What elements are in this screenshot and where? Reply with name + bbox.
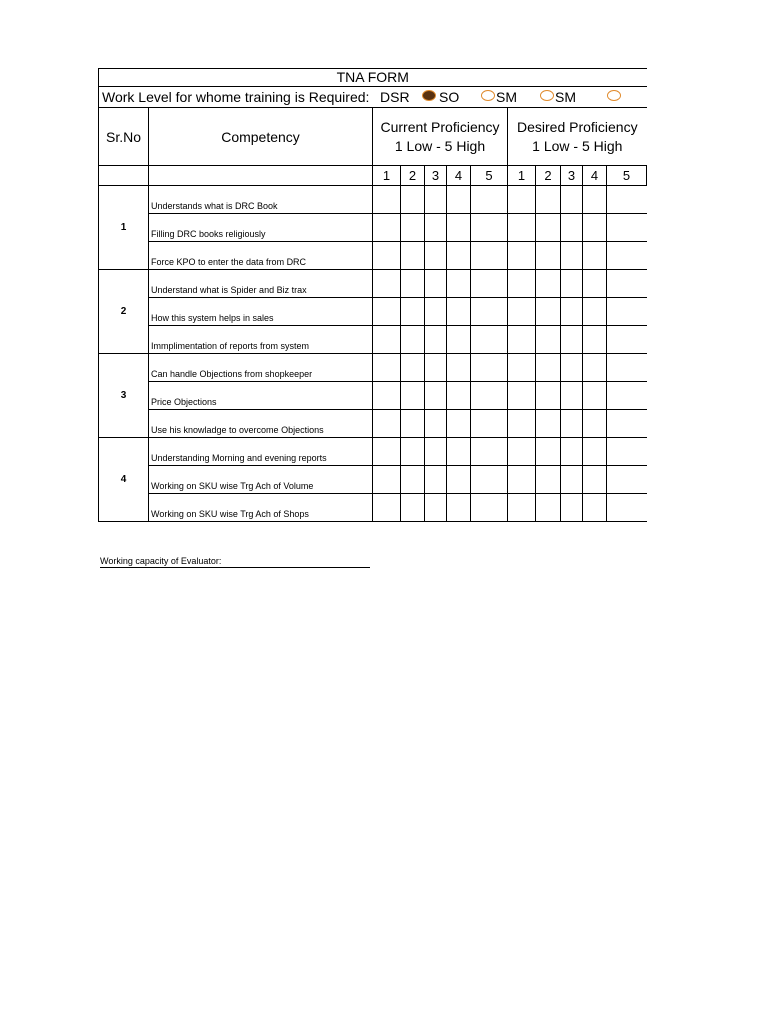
current-rating-cell-3[interactable] — [425, 270, 447, 298]
current-rating-cell-1[interactable] — [373, 438, 401, 466]
table-row — [99, 466, 647, 494]
current-rating-cell-4[interactable] — [447, 270, 471, 298]
current-rating-cell-4[interactable] — [447, 494, 471, 522]
current-rating-cell-5[interactable] — [471, 242, 508, 270]
desired-rating-cell-4[interactable] — [583, 242, 607, 270]
current-rating-cell-1[interactable] — [373, 410, 401, 438]
current-rating-cell-4[interactable] — [447, 242, 471, 270]
competency-cell: Use his knowladge to overcome Objections — [149, 410, 373, 438]
desired-rating-cell-1[interactable] — [508, 410, 536, 438]
desired-rating-cell-1[interactable] — [508, 298, 536, 326]
current-rating-cell-5[interactable] — [471, 298, 508, 326]
current-rating-cell-1[interactable] — [373, 326, 401, 354]
current-rating-cell-2[interactable] — [401, 270, 425, 298]
table-row — [99, 354, 647, 382]
table-row — [99, 410, 647, 438]
current-rating-cell-3[interactable] — [425, 186, 447, 214]
current-proficiency-scale: 1 Low - 5 High — [394, 137, 486, 154]
evaluator-label: Working capacity of Evaluator: — [100, 556, 370, 568]
desired-rating-cell-3[interactable] — [561, 494, 583, 522]
desired-scale-3: 3 — [561, 166, 583, 186]
desired-rating-cell-5[interactable] — [607, 326, 647, 354]
desired-rating-cell-3[interactable] — [561, 242, 583, 270]
desired-rating-cell-1[interactable] — [508, 214, 536, 242]
current-rating-cell-1[interactable] — [373, 466, 401, 494]
current-scale-5: 5 — [471, 166, 508, 186]
current-rating-cell-2[interactable] — [401, 298, 425, 326]
header-current-proficiency — [373, 108, 508, 166]
desired-scale-4: 4 — [583, 166, 607, 186]
current-rating-cell-5[interactable] — [471, 214, 508, 242]
desired-rating-cell-2[interactable] — [536, 494, 561, 522]
desired-proficiency-scale: 1 Low - 5 High — [532, 137, 623, 154]
desired-rating-cell-2[interactable] — [536, 326, 561, 354]
current-rating-cell-4[interactable] — [447, 438, 471, 466]
current-scale-3: 3 — [425, 166, 447, 186]
current-scale-1: 1 — [373, 166, 401, 186]
desired-rating-cell-3[interactable] — [561, 410, 583, 438]
competency-cell: Immplimentation of reports from system — [149, 326, 373, 354]
sr-no-cell: 4 — [99, 438, 149, 522]
current-rating-cell-3[interactable] — [425, 438, 447, 466]
desired-rating-cell-2[interactable] — [536, 410, 561, 438]
desired-rating-cell-5[interactable] — [607, 298, 647, 326]
current-rating-cell-3[interactable] — [425, 382, 447, 410]
work-level-radio-so[interactable] — [481, 90, 495, 101]
sr-no-cell: 3 — [99, 354, 149, 438]
desired-rating-cell-2[interactable] — [536, 270, 561, 298]
current-rating-cell-4[interactable] — [447, 466, 471, 494]
current-rating-cell-1[interactable] — [373, 270, 401, 298]
table-row — [99, 214, 647, 242]
current-rating-cell-5[interactable] — [471, 410, 508, 438]
work-level-option-so-label: SO — [439, 89, 460, 105]
current-rating-cell-4[interactable] — [447, 382, 471, 410]
work-level-label: Work Level for whome training is Required: — [102, 89, 370, 105]
current-scale-2: 2 — [401, 166, 425, 186]
desired-rating-cell-5[interactable] — [607, 242, 647, 270]
desired-scale-5: 5 — [607, 166, 647, 186]
desired-rating-cell-2[interactable] — [536, 214, 561, 242]
desired-rating-cell-2[interactable] — [536, 354, 561, 382]
desired-rating-cell-5[interactable] — [607, 494, 647, 522]
desired-rating-cell-3[interactable] — [561, 466, 583, 494]
desired-rating-cell-3[interactable] — [561, 326, 583, 354]
table-row — [99, 382, 647, 410]
competency-cell: Understanding Morning and evening reports — [149, 438, 373, 466]
current-rating-cell-3[interactable] — [425, 494, 447, 522]
current-rating-cell-2[interactable] — [401, 494, 425, 522]
scale-blank-srno — [99, 166, 149, 186]
sr-no-cell: 1 — [99, 186, 149, 270]
table-row — [99, 438, 647, 466]
desired-rating-cell-4[interactable] — [583, 494, 607, 522]
table-row — [99, 298, 647, 326]
current-rating-cell-4[interactable] — [447, 326, 471, 354]
current-rating-cell-2[interactable] — [401, 214, 425, 242]
work-level-radio-dsr[interactable] — [422, 90, 436, 101]
current-rating-cell-4[interactable] — [447, 410, 471, 438]
desired-rating-cell-3[interactable] — [561, 298, 583, 326]
current-rating-cell-5[interactable] — [471, 382, 508, 410]
competency-cell: How this system helps in sales — [149, 298, 373, 326]
current-rating-cell-5[interactable] — [471, 326, 508, 354]
competency-cell: Understands what is DRC Book — [149, 186, 373, 214]
current-rating-cell-1[interactable] — [373, 354, 401, 382]
form-title: TNA FORM — [99, 69, 647, 87]
desired-rating-cell-1[interactable] — [508, 186, 536, 214]
work-level-radio-sm[interactable] — [540, 90, 554, 101]
desired-rating-cell-3[interactable] — [561, 354, 583, 382]
desired-rating-cell-2[interactable] — [536, 298, 561, 326]
current-rating-cell-5[interactable] — [471, 466, 508, 494]
current-rating-cell-3[interactable] — [425, 242, 447, 270]
work-level-option-sm-label: SM — [496, 89, 517, 105]
desired-rating-cell-4[interactable] — [583, 410, 607, 438]
current-rating-cell-4[interactable] — [447, 186, 471, 214]
desired-rating-cell-3[interactable] — [561, 186, 583, 214]
work-level-option-dsr-label: DSR — [380, 89, 410, 105]
table-row — [99, 242, 647, 270]
current-rating-cell-2[interactable] — [401, 410, 425, 438]
desired-rating-cell-5[interactable] — [607, 438, 647, 466]
current-rating-cell-1[interactable] — [373, 214, 401, 242]
desired-rating-cell-1[interactable] — [508, 466, 536, 494]
current-rating-cell-3[interactable] — [425, 214, 447, 242]
desired-rating-cell-4[interactable] — [583, 354, 607, 382]
header-srno: Sr.No — [99, 108, 149, 166]
desired-rating-cell-5[interactable] — [607, 410, 647, 438]
current-rating-cell-3[interactable] — [425, 326, 447, 354]
table-row — [99, 270, 647, 298]
current-rating-cell-1[interactable] — [373, 186, 401, 214]
current-scale-4: 4 — [447, 166, 471, 186]
desired-rating-cell-3[interactable] — [561, 270, 583, 298]
current-rating-cell-2[interactable] — [401, 186, 425, 214]
table-row — [99, 494, 647, 522]
current-proficiency-title: Current Proficiency — [380, 118, 500, 135]
desired-rating-cell-2[interactable] — [536, 382, 561, 410]
desired-rating-cell-1[interactable] — [508, 438, 536, 466]
desired-rating-cell-5[interactable] — [607, 466, 647, 494]
desired-rating-cell-1[interactable] — [508, 242, 536, 270]
current-rating-cell-5[interactable] — [471, 186, 508, 214]
current-rating-cell-3[interactable] — [425, 298, 447, 326]
desired-rating-cell-2[interactable] — [536, 466, 561, 494]
desired-rating-cell-5[interactable] — [607, 270, 647, 298]
competency-cell: Can handle Objections from shopkeeper — [149, 354, 373, 382]
desired-rating-cell-1[interactable] — [508, 326, 536, 354]
work-level-row — [99, 87, 647, 108]
desired-rating-cell-1[interactable] — [508, 354, 536, 382]
desired-rating-cell-5[interactable] — [607, 382, 647, 410]
competency-cell: Price Objections — [149, 382, 373, 410]
current-rating-cell-2[interactable] — [401, 354, 425, 382]
desired-rating-cell-1[interactable] — [508, 270, 536, 298]
desired-rating-cell-3[interactable] — [561, 438, 583, 466]
desired-scale-2: 2 — [536, 166, 561, 186]
desired-scale-1: 1 — [508, 166, 536, 186]
current-rating-cell-1[interactable] — [373, 382, 401, 410]
desired-rating-cell-5[interactable] — [607, 354, 647, 382]
table-row — [99, 186, 647, 214]
desired-rating-cell-5[interactable] — [607, 214, 647, 242]
work-level-radio-sm2[interactable] — [607, 90, 621, 101]
current-rating-cell-2[interactable] — [401, 438, 425, 466]
competency-cell: Understand what is Spider and Biz trax — [149, 270, 373, 298]
current-rating-cell-2[interactable] — [401, 242, 425, 270]
desired-rating-cell-4[interactable] — [583, 298, 607, 326]
desired-rating-cell-3[interactable] — [561, 214, 583, 242]
desired-rating-cell-2[interactable] — [536, 438, 561, 466]
current-rating-cell-3[interactable] — [425, 410, 447, 438]
desired-rating-cell-4[interactable] — [583, 270, 607, 298]
current-rating-cell-3[interactable] — [425, 354, 447, 382]
current-rating-cell-4[interactable] — [447, 214, 471, 242]
table-row — [99, 326, 647, 354]
competency-cell: Force KPO to enter the data from DRC — [149, 242, 373, 270]
current-rating-cell-3[interactable] — [425, 466, 447, 494]
desired-rating-cell-4[interactable] — [583, 438, 607, 466]
desired-rating-cell-4[interactable] — [583, 382, 607, 410]
desired-rating-cell-4[interactable] — [583, 214, 607, 242]
desired-rating-cell-4[interactable] — [583, 466, 607, 494]
current-rating-cell-1[interactable] — [373, 242, 401, 270]
current-rating-cell-2[interactable] — [401, 382, 425, 410]
current-rating-cell-4[interactable] — [447, 354, 471, 382]
work-level-option-sm2-label: SM — [555, 89, 576, 105]
scale-blank-competency — [149, 166, 373, 186]
desired-rating-cell-5[interactable] — [607, 186, 647, 214]
desired-rating-cell-2[interactable] — [536, 186, 561, 214]
current-rating-cell-1[interactable] — [373, 298, 401, 326]
sr-no-cell: 2 — [99, 270, 149, 354]
competency-cell: Filling DRC books religiously — [149, 214, 373, 242]
desired-rating-cell-4[interactable] — [583, 326, 607, 354]
desired-rating-cell-2[interactable] — [536, 242, 561, 270]
tna-form-table — [98, 68, 647, 522]
current-rating-cell-2[interactable] — [401, 326, 425, 354]
header-desired-proficiency — [508, 108, 647, 166]
desired-rating-cell-4[interactable] — [583, 186, 607, 214]
current-rating-cell-4[interactable] — [447, 298, 471, 326]
competency-cell: Working on SKU wise Trg Ach of Shops — [149, 494, 373, 522]
competency-cell: Working on SKU wise Trg Ach of Volume — [149, 466, 373, 494]
current-rating-cell-5[interactable] — [471, 494, 508, 522]
desired-proficiency-title: Desired Proficiency — [516, 118, 638, 135]
current-rating-cell-5[interactable] — [471, 438, 508, 466]
desired-rating-cell-1[interactable] — [508, 494, 536, 522]
current-rating-cell-2[interactable] — [401, 466, 425, 494]
current-rating-cell-5[interactable] — [471, 354, 508, 382]
desired-rating-cell-1[interactable] — [508, 382, 536, 410]
current-rating-cell-5[interactable] — [471, 270, 508, 298]
desired-rating-cell-3[interactable] — [561, 382, 583, 410]
header-competency: Competency — [149, 108, 373, 166]
current-rating-cell-1[interactable] — [373, 494, 401, 522]
